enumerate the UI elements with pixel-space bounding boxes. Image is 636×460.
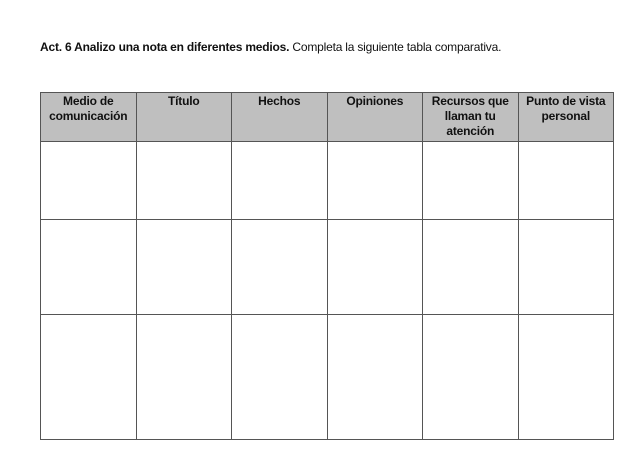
header-medio-de-comunicacion: Medio de comunicación	[41, 93, 137, 142]
table-cell[interactable]	[136, 315, 232, 440]
table-cell[interactable]	[518, 315, 614, 440]
header-titulo: Título	[136, 93, 232, 142]
table-row	[41, 220, 614, 315]
table-cell[interactable]	[41, 220, 137, 315]
table-header-row	[41, 93, 614, 142]
header-punto-de-vista: Punto de vista personal	[518, 93, 614, 142]
table-cell[interactable]	[518, 220, 614, 315]
table-cell[interactable]	[327, 315, 423, 440]
table-cell[interactable]	[136, 142, 232, 220]
table-cell[interactable]	[41, 315, 137, 440]
table-cell[interactable]	[423, 142, 519, 220]
header-recursos: Recursos que llaman tu atención	[423, 93, 519, 142]
comparison-table	[40, 92, 614, 440]
header-hechos: Hechos	[232, 93, 328, 142]
activity-directions: Completa la siguiente tabla comparativa.	[289, 40, 502, 54]
table-row	[41, 142, 614, 220]
activity-instruction	[40, 40, 501, 54]
table-cell[interactable]	[232, 315, 328, 440]
table-cell[interactable]	[423, 315, 519, 440]
table-row	[41, 315, 614, 440]
header-opiniones: Opiniones	[327, 93, 423, 142]
table-cell[interactable]	[327, 220, 423, 315]
table-cell[interactable]	[136, 220, 232, 315]
table-cell[interactable]	[423, 220, 519, 315]
table-cell[interactable]	[232, 220, 328, 315]
table-cell[interactable]	[41, 142, 137, 220]
table-cell[interactable]	[518, 142, 614, 220]
activity-title: Act. 6 Analizo una nota en diferentes medios.	[40, 40, 290, 54]
table-cell[interactable]	[327, 142, 423, 220]
table-cell[interactable]	[232, 142, 328, 220]
